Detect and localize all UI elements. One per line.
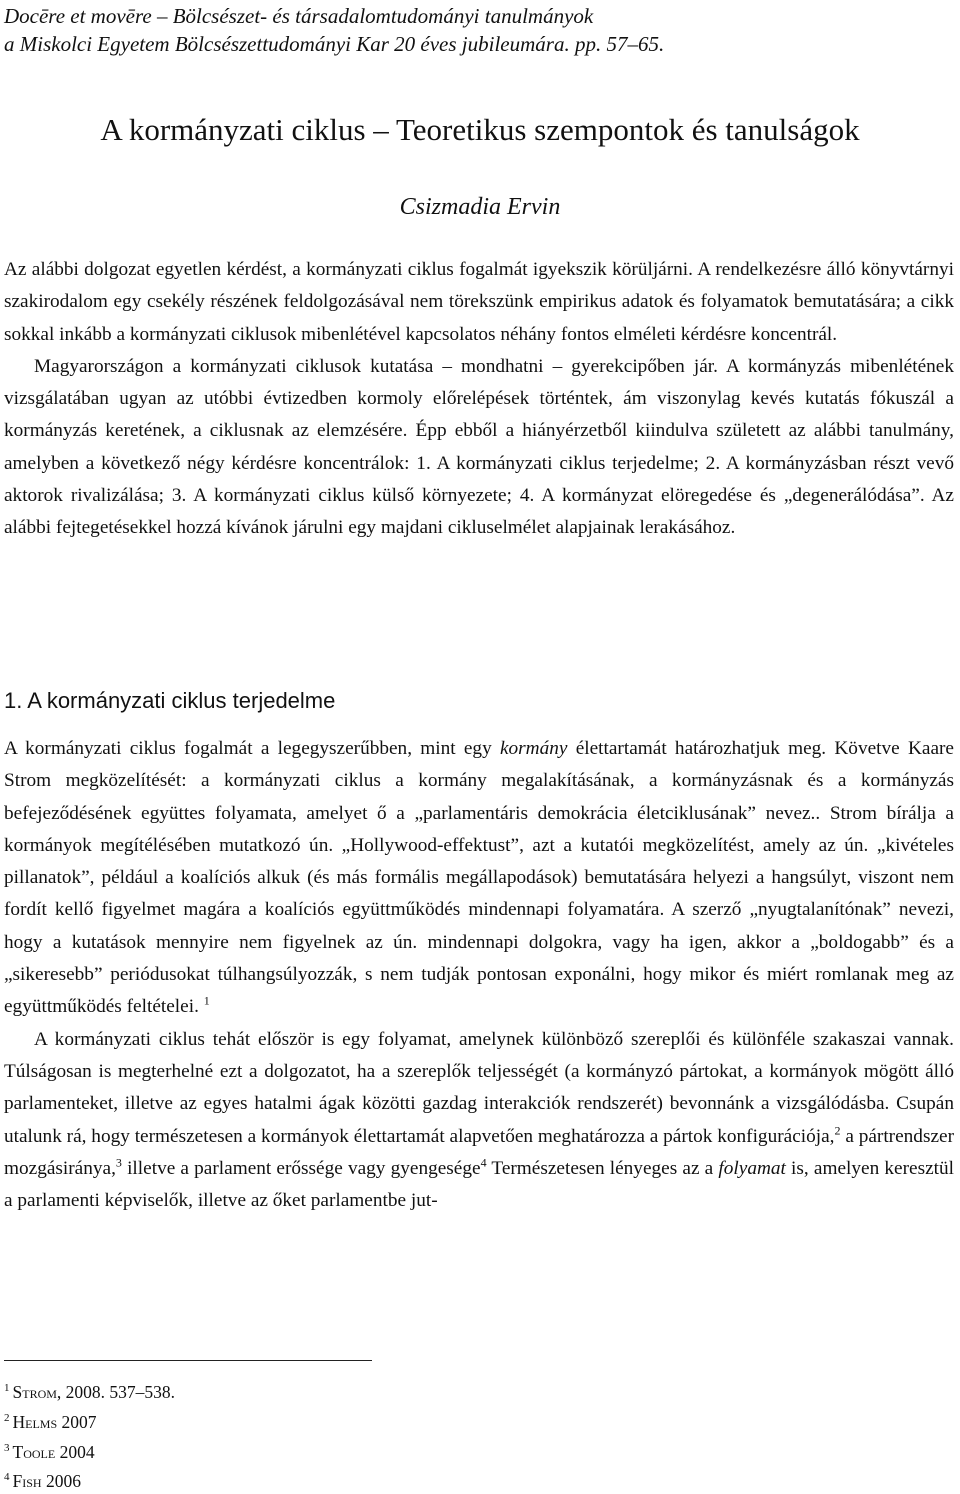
section-body [4,733,954,1217]
paper-title: A kormányzati ciklus – Teoretikus szempontok és tanulságok [100,112,860,147]
footnote [4,1464,175,1494]
footnote-ref[interactable]: 3 [115,1155,122,1170]
footnote-ref[interactable]: 4 [480,1155,487,1170]
footnote [4,1375,175,1405]
emphasis: folyamat [718,1157,786,1179]
text-run: A kormányzati ciklus fogalmát a legegyszerűbben, mint egy [4,738,500,759]
footnote-number: 2 [4,1411,10,1424]
footnote-text: 2007 [57,1411,97,1432]
running-header [4,2,664,58]
body-paragraph-2 [4,1024,954,1218]
footnote-author: Fish [12,1471,42,1492]
footnote-text: , 2008. 537–538. [56,1381,176,1402]
text-run: a pártrendszer mozgásiránya, [4,1125,954,1179]
abstract-paragraph-1: Az alábbi dolgozat egyetlen kérdést, a kormányzati ciklus fogalmát igyekszik körüljárni. A rendelkezésre álló könyvtárnyi szakirodalom egy csekély részének feldolgozásával nem törekszünk empirikus adatok és folyamatok bemutatására; a cikk sokkal inkább a kormányzati ciklusok mibenlétével kapcsolatos néhány fontos elméleti kérdésre koncentrál. [4,259,954,345]
footnote-divider [4,1360,372,1361]
author-name: Csizmadia Ervin [399,194,561,220]
footnote [4,1405,175,1435]
text-run: élettartamát határozhatjuk meg. Követve Kaare Strom megközelítését: a kormányzati ciklus a kormány megalakításának, a kormányzásnak és a kormányzás befejeződésének együttes folyamata, amelyet ő a „parlamentáris demokrácia életciklusának” nevez.. Strom bírálja a kormányok megítélésében mutatkozó ún. „Hollywood-effektust”, azt a kutatói megközelítést, amely az ún. „kivételes pillanatok”, például a koalíciós alkuk (és más formális megállapodások) bemutatására helyezi a hangsúlyt, viszont nem fordít kellő figyelmet magára a koalíciós együttműködés mindennapi folyamatára. A szerző „nyugtalanítónak” nevezi, hogy a kutatások mennyire nem figyelnek az ún. mindennapi dolgokra, vagy ha igen, akkor a „boldogabb” és a „sikeresebb” periódusokat túlhangsúlyozzák, s nem tudják pontosan exponálni, hogy mikor és miért romlanak meg az együttműködés feltételei. [4,738,954,1018]
footnote-author: Strom [12,1381,57,1402]
footnote-author: Helms [12,1411,58,1432]
footnote-number: 1 [4,1382,10,1394]
footnote-author: Toole [12,1441,56,1462]
footnote-ref[interactable]: 1 [203,993,210,1008]
section-heading: 1. A kormányzati ciklus terjedelme [4,688,336,713]
text-run: A kormányzati ciklus tehát először is egy folyamat, amelynek különböző szereplői és különféle szakaszai vannak. Túlságosan is megterhelné ezt a dolgozatot, ha a szereplők teljességét (a kormányzó pártokat, a kormányok mögött álló parlamenteket, illetve az egyes hatalmi ágak közötti gazdag interakciók rendszerét) bevonnánk a vizsgálódásba. Csupán utalunk rá, hogy természetesen a kormányok élettartamát alapvetően meghatározza a pártok konfigurációja, [4,1028,954,1147]
text-run: is, amelyen keresztül a parlamenti képviselők, illetve az őket parlamentbe jut- [4,1157,954,1212]
footnote-text: 2004 [55,1441,95,1462]
header-line-1: Docēre et movēre – Bölcsészet- és társadalomtudományi tanulmányok [4,4,594,28]
footnote-number: 3 [4,1441,10,1454]
footnote-ref[interactable]: 2 [834,1123,841,1138]
text-run: illetve a parlament erőssége vagy gyengesége [121,1157,481,1179]
body-paragraph-1 [4,733,954,1024]
text-run: Természetesen lényeges az a [486,1157,719,1179]
footnote-number: 4 [4,1471,10,1484]
footnotes [4,1375,175,1494]
footnote-text: 2006 [41,1471,81,1492]
header-line-2: a Miskolci Egyetem Bölcsészettudományi Kar 20 éves jubileumára. pp. 57–65. [4,32,665,56]
abstract-paragraph-2: Magyarországon a kormányzati ciklusok kutatása – mondhatni – gyerekcipőben jár. A kormányzás mibenlétének vizsgálatában ugyan az utóbbi évtizedben kormoly előrelépések történtek, ám viszonylag kevés kutatás fókuszál a kormányzás keretének, a ciklusnak az elemzésére. Épp ebből a hiányérzetből kiindulva született az alábbi tanulmány, amelyben a következő négy kérdésre koncentrálok: 1. A kormányzati ciklus terjedelme; 2. A kormányzásban részt vevő aktorok rivalizálása; 3. A kormányzati ciklus külső környezete; 4. A kormányzat elöregedése és „degenerálódása”. Az alábbi fejtegetésekkel hozzá kívánok járulni egy majdani cikluselmélet alapjainak lerakásához. [4,355,954,539]
abstract [4,254,954,545]
emphasis: kormány [499,738,568,759]
footnote [4,1435,175,1465]
